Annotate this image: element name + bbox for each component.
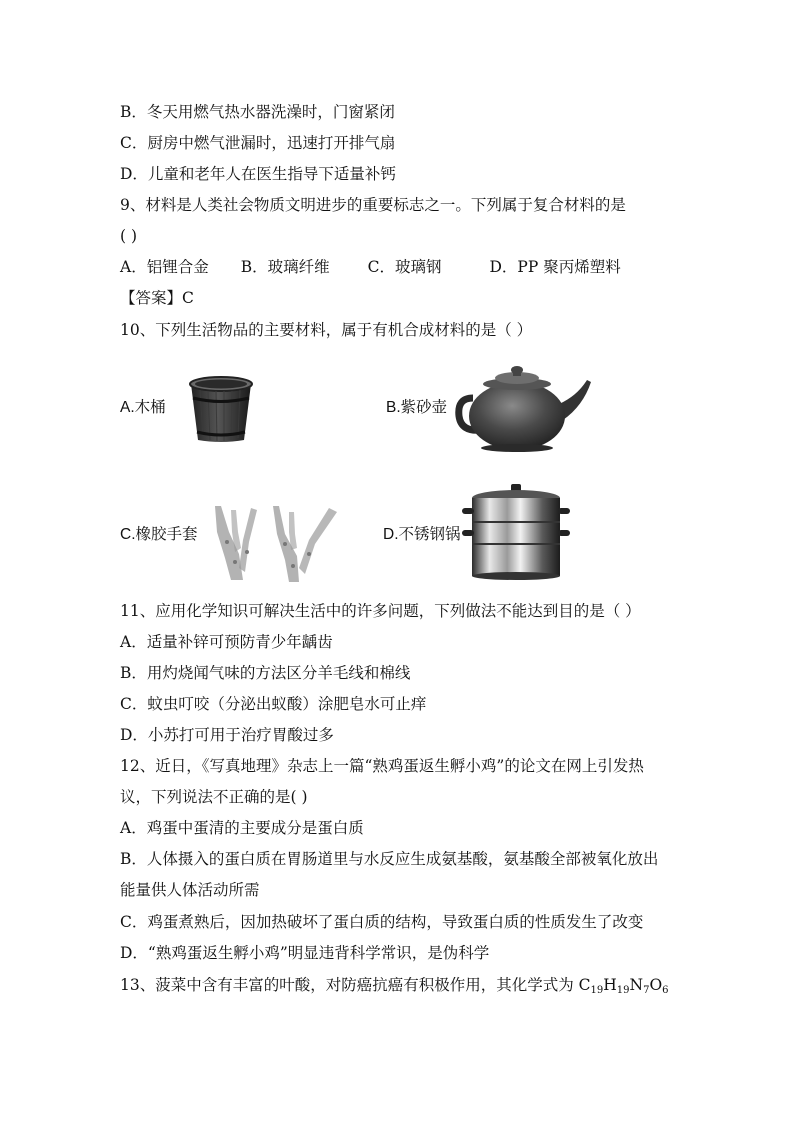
- q11-option-a: A．适量补锌可预防青少年龋齿: [120, 633, 333, 651]
- q13-sub-h: 19: [616, 985, 630, 996]
- q8-option-b: B．冬天用燃气热水器洗澡时，门窗紧闭: [120, 103, 395, 121]
- rubber-gloves-image: [205, 502, 345, 584]
- q13-sub-o: 6: [662, 985, 669, 996]
- q12-option-d: D．“熟鸡蛋返生孵小鸡”明显违背科学常识，是伪科学: [120, 944, 490, 962]
- q12-option-a: A．鸡蛋中蛋清的主要成分是蛋白质: [120, 819, 364, 837]
- q11-stem: 11、应用化学知识可解决生活中的许多问题，下列做法不能达到目的是（ ）: [120, 602, 641, 620]
- q11-option-c: C．蚊虫叮咬（分泌出蚁酸）涂肥皂水可止痒: [120, 695, 427, 713]
- q9-options: [120, 257, 621, 277]
- q13-stem: [120, 975, 669, 1001]
- q9-option-d: D．PP 聚丙烯塑料: [489, 258, 621, 276]
- wooden-bucket-image: [186, 374, 256, 446]
- q8-option-d: D．儿童和老年人在医生指导下适量补钙: [120, 165, 396, 183]
- q11-option-d: D．小苏打可用于治疗胃酸过多: [120, 726, 334, 744]
- q9-option-b: B．玻璃纤维: [240, 258, 330, 276]
- q9-paren: ( ): [120, 227, 138, 245]
- q10-option-d-label: D.不锈钢锅: [383, 526, 461, 543]
- q13-text: 13、菠菜中含有丰富的叶酸，对防癌抗癌有积极作用，其化学式为 C: [120, 976, 591, 994]
- q13-sub-n: 7: [643, 985, 650, 996]
- q10-option-c-label: C.橡胶手套: [120, 526, 198, 543]
- q10-stem: 10、下列生活物品的主要材料，属于有机合成材料的是（ ）: [120, 321, 533, 339]
- q10-option-b-label: B.紫砂壶: [386, 399, 448, 416]
- q13-sub-c: 19: [590, 985, 604, 996]
- q13-h: H: [603, 976, 617, 994]
- q12-stem-line1: 12、近日，《写真地理》杂志上一篇“熟鸡蛋返生孵小鸡”的论文在网上引发热: [120, 757, 644, 775]
- q13-n: N: [629, 976, 644, 994]
- q13-o: O: [649, 976, 663, 994]
- q9-answer: 【答案】C: [120, 289, 194, 307]
- q12-option-c: C．鸡蛋煮熟后，因加热破坏了蛋白质的结构，导致蛋白质的性质发生了改变: [120, 913, 644, 931]
- q12-stem-line2: 议，下列说法不正确的是( ): [120, 788, 308, 806]
- q9-stem: 9、材料是人类社会物质文明进步的重要标志之一。下列属于复合材料的是: [120, 196, 626, 214]
- q11-option-b: B．用灼烧闻气味的方法区分羊毛线和棉线: [120, 664, 411, 682]
- q9-option-c: C．玻璃钢: [367, 258, 442, 276]
- q8-option-c: C．厨房中燃气泄漏时，迅速打开排气扇: [120, 134, 396, 152]
- steel-pot-image: [457, 482, 575, 580]
- q9-option-a: A．铝锂合金: [120, 258, 209, 276]
- q10-option-a-label: A.木桶: [120, 399, 166, 416]
- teapot-image: [455, 358, 595, 453]
- q12-option-b-line2: 能量供人体活动所需: [120, 881, 260, 899]
- q12-option-b-line1: B．人体摄入的蛋白质在胃肠道里与水反应生成氨基酸，氨基酸全部被氧化放出: [120, 850, 659, 868]
